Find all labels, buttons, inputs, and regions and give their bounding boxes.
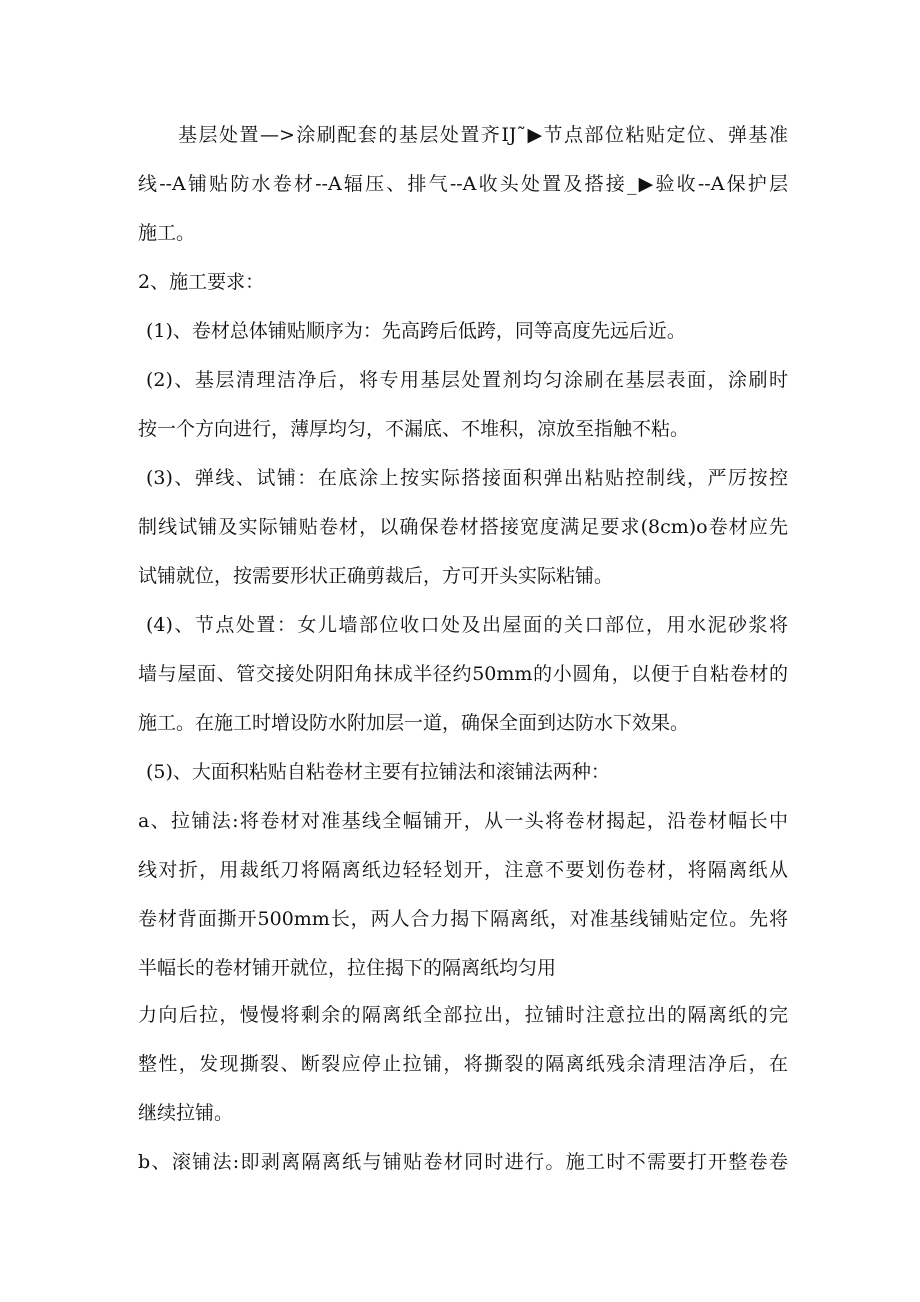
text-line: 线对折，用裁纸刀将隔离纸边轻轻划开，注意不要划伤卷材，将隔离纸从: [138, 859, 788, 881]
text-line: 整性，发现撕裂、断裂应停止拉铺，将撕裂的隔离纸残余清理洁净后，在: [138, 1053, 788, 1075]
text-line: 半幅长的卷材铺开就位，拉住揭下的隔离纸均匀用: [138, 957, 557, 979]
text-line: 墙与屋面、管交接处阴阳角抹成半径约50mm的小圆角，以便于自粘卷材的: [138, 663, 788, 685]
text-line: 继续拉铺。: [138, 1102, 234, 1124]
section-heading: 2、施工要求：: [138, 271, 265, 293]
text-line: 按一个方向进行，薄厚均匀，不漏底、不堆积，凉放至指触不粘。: [138, 418, 690, 440]
text-line: 制线试铺及实际铺贴卷材，以确保卷材搭接宽度满足要求(8cm)o卷材应先: [138, 516, 788, 538]
text-line: 力向后拉，慢慢将剩余的隔离纸全部拉出，拉铺时注意拉出的隔离纸的完: [138, 1004, 788, 1026]
text-line: 施工。: [138, 222, 196, 244]
text-line: (2)、基层清理洁净后，将专用基层处置剂均匀涂刷在基层表面，涂刷时: [146, 369, 788, 391]
text-line: (5)、大面积粘贴自粘卷材主要有拉铺法和滚铺法两种：: [146, 761, 610, 783]
text-line: (3)、弹线、试铺：在底涂上按实际搭接面积弹出粘贴控制线，严厉按控: [146, 467, 788, 489]
text-line: 线--A铺贴防水卷材--A辐压、排气--A收头处置及搭接_▶验收--A保护层: [138, 173, 788, 195]
text-line: a、拉铺法:将卷材对准基线全幅铺开，从一头将卷材揭起，沿卷材幅长中: [138, 810, 788, 832]
text-line: 卷材背面撕开500mm长，两人合力揭下隔离纸，对准基线铺贴定位。先将: [138, 908, 788, 930]
text-line: 试铺就位，按需要形状正确剪裁后，方可开头实际粘铺。: [138, 565, 614, 587]
text-line: (1)、卷材总体铺贴顺序为：先高跨后低跨，同等高度先远后近。: [146, 320, 686, 342]
text-line: (4)、节点处置：女儿墙部位收口处及出屋面的关口部位，用水泥砂浆将: [146, 614, 788, 636]
text-line: 基层处置—>涂刷配套的基层处置齐IJ˜▶节点部位粘贴定位、弹基准: [178, 124, 788, 146]
text-line: 施工。在施工时增设防水附加层一道，确保全面到达防水下效果。: [138, 712, 690, 734]
text-line: b、滚铺法:即剥离隔离纸与铺贴卷材同时进行。施工时不需要打开整卷卷: [138, 1151, 788, 1173]
